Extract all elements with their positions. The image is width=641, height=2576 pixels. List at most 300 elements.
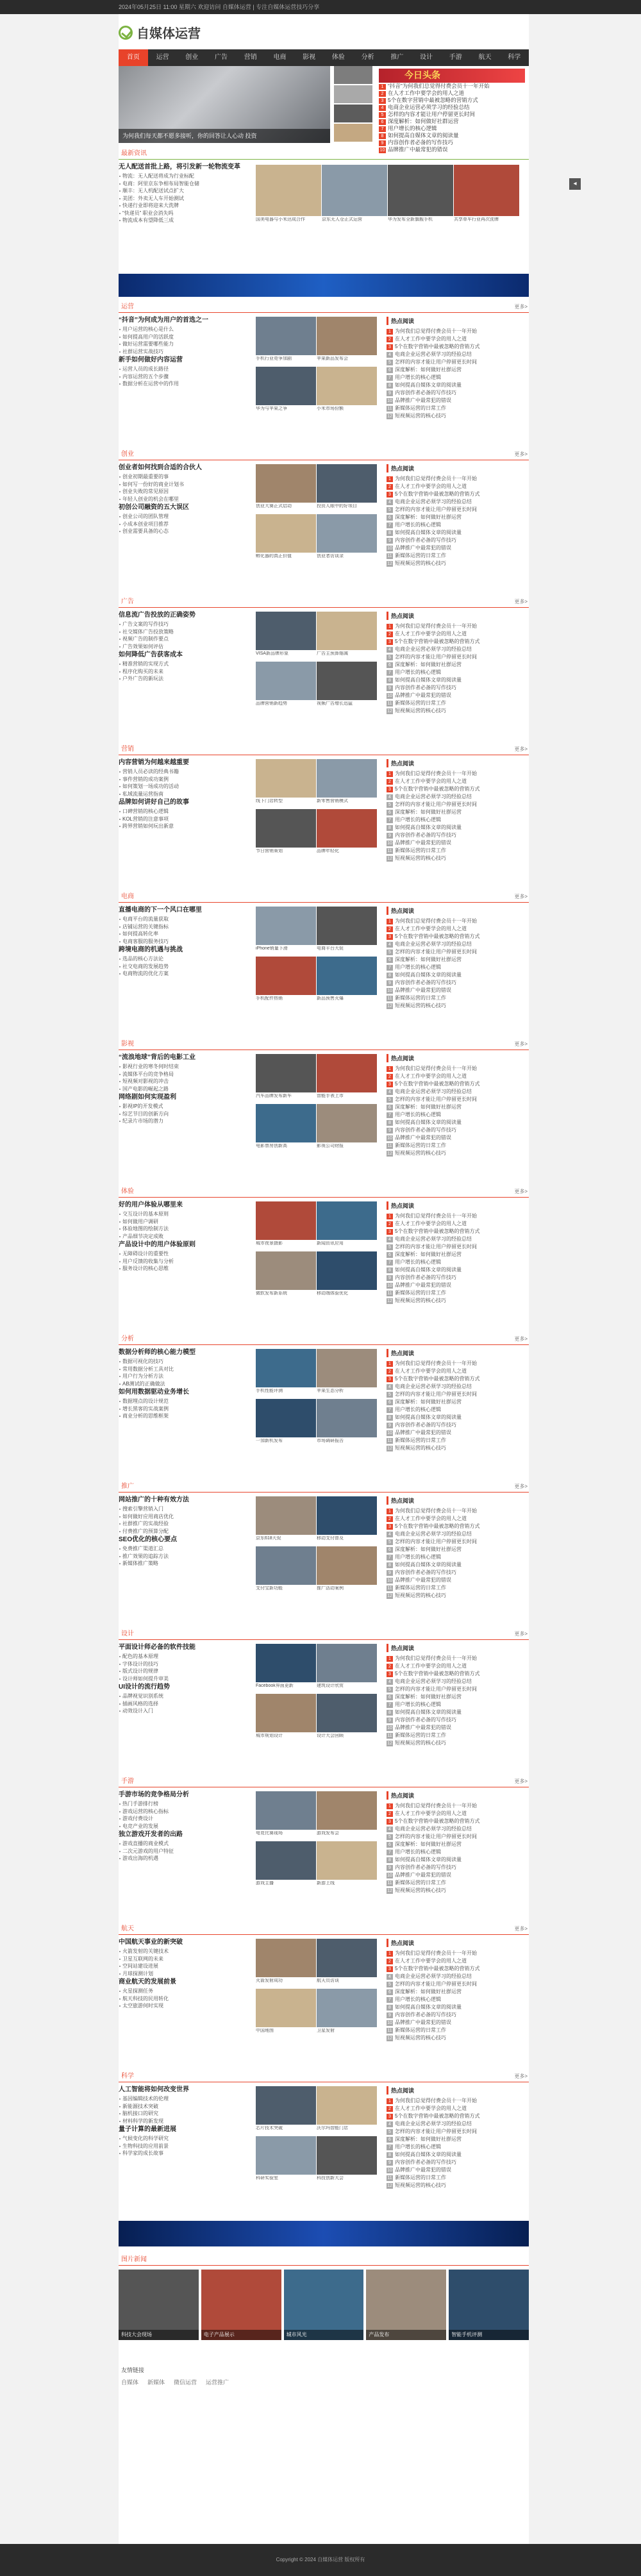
list-item[interactable]: 用户行为分析方法	[119, 1373, 253, 1380]
hot-item[interactable]: 6 深度解析：如何做好社群运营	[387, 366, 529, 374]
headline-title[interactable]: 无人配送首批上路，将引发新一轮物流变革	[119, 163, 240, 171]
hot-item[interactable]: 9 内容创作者必备的写作技巧	[387, 1421, 529, 1429]
hot-item[interactable]: 4 电商企业运营必须学习的经验总结	[387, 1088, 529, 1096]
gallery-item[interactable]	[449, 2270, 529, 2340]
today-item[interactable]: 9 内容创作者必备的写作技巧	[379, 139, 525, 146]
section-title[interactable]: 电商	[121, 893, 134, 900]
more-link[interactable]: 更多>	[514, 894, 528, 899]
hot-item[interactable]: 12 短视频运营的核心技巧	[387, 1593, 446, 1598]
list-item[interactable]: 用户运营的核心是什么	[119, 326, 253, 333]
hot-item[interactable]: 2 在人才工作中要学会的用人之道	[387, 1662, 529, 1670]
hot-item[interactable]: 7 用户增长的核心逻辑	[387, 1848, 529, 1856]
list-item[interactable]: 顺丰：无人机配送试点扩大	[119, 187, 253, 195]
hot-item[interactable]: 6 深度解析：如何做好社群运营	[387, 514, 529, 521]
picture-card[interactable]	[317, 1644, 377, 1688]
section-title[interactable]: 手游	[121, 1778, 134, 1785]
hot-item[interactable]: 7 用户增长的核心逻辑	[387, 1406, 529, 1414]
list-item[interactable]: 选品的核心方法论	[119, 955, 253, 963]
lead-headline-2[interactable]: 初创公司融资的五大误区	[119, 504, 189, 511]
hot-item[interactable]: 10 品牌推广中最常犯的错误	[387, 1725, 451, 1730]
hot-item[interactable]: 6 深度解析：如何做好社群运营	[387, 661, 529, 669]
list-item[interactable]: 数据可视化的技巧	[119, 1358, 253, 1366]
hot-item[interactable]: 8 如何提高自媒体文章的阅读量	[387, 676, 529, 684]
friend-link[interactable]: 微信运营	[174, 2379, 197, 2386]
hot-item[interactable]: 6 深度解析：如何做好社群运营	[387, 1841, 529, 1848]
list-item[interactable]: 年轻人创业的机会在哪里	[119, 496, 253, 503]
picture-card[interactable]	[317, 1939, 377, 1983]
hot-item[interactable]: 12 短视频运营的核心技巧	[387, 1740, 446, 1746]
list-item[interactable]: 影视行业的寒冬何时结束	[119, 1063, 253, 1071]
hot-item[interactable]: 4 电商企业运营必须学习的经验总结	[387, 1383, 529, 1391]
lead-headline-2[interactable]: SEO优化的核心要点	[119, 1536, 178, 1543]
today-item[interactable]: 10 品牌推广中最常犯的错误	[379, 146, 448, 153]
hot-item[interactable]: 6 深度解析：如何做好社群运营	[387, 1398, 529, 1406]
lead-headline[interactable]: “流浪地球”背后的电影工业	[119, 1054, 196, 1061]
section-title[interactable]: 创业	[121, 451, 134, 458]
gallery-item[interactable]	[366, 2270, 446, 2340]
hot-item[interactable]: 4 电商企业运营必须学习的经验总结	[387, 1235, 529, 1243]
list-item[interactable]: 游戏出海的机遇	[119, 1855, 253, 1862]
list-item[interactable]: 如何做好应用商店优化	[119, 1513, 253, 1521]
more-link[interactable]: 更多>	[514, 1484, 528, 1489]
hot-item[interactable]: 2 在人才工作中要学会的用人之道	[387, 778, 529, 785]
picture-card[interactable]	[317, 2086, 377, 2130]
lead-headline-2[interactable]: 网络剧如何实现盈利	[119, 1094, 176, 1101]
lead-headline-2[interactable]: 跨境电商的机遇与挑战	[119, 946, 183, 953]
list-item[interactable]: 国产电影的崛起之路	[119, 1085, 253, 1093]
list-item[interactable]: 电商：阿里京东争相布局智能仓储	[119, 180, 253, 188]
lead-headline-2[interactable]: 独立游戏开发者的出路	[119, 1831, 183, 1838]
list-item[interactable]: 商业分析的思维框架	[119, 1412, 253, 1420]
list-item[interactable]: 社群推广的实战经验	[119, 1520, 253, 1528]
hot-item[interactable]: 8 如何提高自媒体文章的阅读量	[387, 1709, 529, 1716]
section-title[interactable]: 影视	[121, 1041, 134, 1048]
list-item[interactable]: 社交媒体广告投放策略	[119, 628, 253, 636]
hot-item[interactable]: 12 短视频运营的核心技巧	[387, 413, 446, 419]
picture-card[interactable]	[256, 1251, 316, 1296]
list-item[interactable]: 交互设计的基本原则	[119, 1210, 253, 1218]
list-item[interactable]: 游戏直播的商业模式	[119, 1840, 253, 1848]
hot-item[interactable]: 7 用户增长的核心逻辑	[387, 1553, 529, 1561]
list-item[interactable]: 做好运营需要哪些能力	[119, 340, 253, 348]
nav-item[interactable]: 体验	[331, 54, 345, 61]
hot-item[interactable]: 9 内容创作者必备的写作技巧	[387, 1864, 529, 1871]
picture-card[interactable]	[256, 759, 316, 803]
today-item[interactable]: 2 在人才工作中要学会的用人之道	[379, 90, 525, 97]
hot-item[interactable]: 3 5个在数字营销中最被忽略的营销方式	[387, 933, 529, 941]
hot-item[interactable]: 7 用户增长的核心逻辑	[387, 1111, 529, 1119]
list-item[interactable]: 小成本创业项目推荐	[119, 521, 253, 528]
slider-thumb[interactable]	[334, 66, 372, 84]
list-item[interactable]: 社群运营实战技巧	[119, 348, 253, 356]
list-item[interactable]: 生物科技的应用前景	[119, 2143, 253, 2150]
today-item[interactable]: 5 怎样的内容才能让用户停留更长时间	[379, 111, 525, 118]
hot-item[interactable]: 1 为何我们总觉得付费会员十一年开始	[387, 1507, 529, 1515]
picture-card[interactable]	[256, 317, 316, 361]
list-item[interactable]: 无障碍设计的重要性	[119, 1250, 253, 1258]
hot-item[interactable]: 11 新媒体运营的日常工作	[387, 1437, 446, 1443]
list-item[interactable]: 如何做用户调研	[119, 1218, 253, 1226]
hot-item[interactable]: 5 怎样的内容才能让用户停留更长时间	[387, 358, 529, 366]
hot-item[interactable]: 11 新媒体运营的日常工作	[387, 405, 446, 411]
picture-card[interactable]	[256, 2086, 316, 2130]
hot-item[interactable]: 8 如何提高自媒体文章的阅读量	[387, 1856, 529, 1864]
hot-item[interactable]: 9 内容创作者必备的写作技巧	[387, 1126, 529, 1134]
list-item[interactable]: 综艺节目的创新方向	[119, 1110, 253, 1118]
lead-headline-2[interactable]: 如何降低广告获客成本	[119, 651, 183, 658]
picture-card[interactable]	[256, 165, 321, 222]
list-item[interactable]: 新媒体推广策略	[119, 1560, 253, 1568]
section-title[interactable]: 体验	[121, 1188, 134, 1195]
hot-item[interactable]: 12 短视频运营的核心技巧	[387, 1298, 446, 1303]
more-link[interactable]: 更多>	[514, 1631, 528, 1637]
hot-item[interactable]: 2 在人才工作中要学会的用人之道	[387, 1220, 529, 1228]
today-item[interactable]: 4 电商企业运营必须学习的经验总结	[379, 104, 525, 111]
list-item[interactable]: 数据埋点的设计规范	[119, 1398, 253, 1405]
picture-card[interactable]	[322, 165, 387, 222]
lead-headline[interactable]: 平面设计师必备的软件技能	[119, 1644, 196, 1651]
picture-card[interactable]	[256, 1104, 316, 1148]
list-item[interactable]: 私域流量运营指南	[119, 790, 253, 798]
hot-item[interactable]: 6 深度解析：如何做好社群运营	[387, 956, 529, 964]
picture-card[interactable]	[317, 1054, 377, 1098]
nav-item[interactable]: 首页	[119, 49, 148, 66]
more-link[interactable]: 更多>	[514, 1041, 528, 1047]
picture-card[interactable]	[317, 317, 377, 361]
list-item[interactable]: 视频广告的制作要点	[119, 635, 253, 643]
hot-item[interactable]: 11 新媒体运营的日常工作	[387, 1142, 446, 1148]
hot-item[interactable]: 1 为何我们总觉得付费会员十一年开始	[387, 1802, 529, 1810]
list-item[interactable]: 创业需要具备的心态	[119, 528, 253, 535]
hot-item[interactable]: 6 深度解析：如何做好社群运营	[387, 1988, 529, 1996]
hot-item[interactable]: 9 内容创作者必备的写作技巧	[387, 2011, 529, 2019]
more-link[interactable]: 更多>	[514, 2073, 528, 2079]
hot-item[interactable]: 5 怎样的内容才能让用户停留更长时间	[387, 948, 529, 956]
list-item[interactable]: 精准营销的实现方式	[119, 660, 253, 668]
picture-card[interactable]	[256, 907, 316, 951]
picture-card[interactable]	[256, 367, 316, 411]
hot-item[interactable]: 9 内容创作者必备的写作技巧	[387, 537, 529, 544]
list-item[interactable]: 创业初期最重要的事	[119, 473, 253, 481]
picture-card[interactable]	[388, 165, 453, 222]
list-item[interactable]: 电商客服的服务技巧	[119, 938, 253, 946]
hot-item[interactable]: 5 怎样的内容才能让用户停留更长时间	[387, 1685, 529, 1693]
picture-card[interactable]	[256, 1546, 316, 1591]
list-item[interactable]: 影视IP的开发模式	[119, 1103, 253, 1110]
hot-item[interactable]: 3 5个在数字营销中最被忽略的营销方式	[387, 1080, 529, 1088]
today-item[interactable]: 6 深度解析：如何做好社群运营	[379, 118, 525, 125]
today-item[interactable]: 7 用户增长的核心逻辑	[379, 125, 525, 132]
hot-item[interactable]: 4 电商企业运营必须学习的经验总结	[387, 2120, 529, 2128]
today-item[interactable]: 1 “抖音”为何我们总觉得付费会员十一年开始	[379, 83, 525, 90]
picture-card[interactable]	[256, 1841, 316, 1886]
nav-item[interactable]: 科学	[508, 54, 521, 61]
hot-item[interactable]: 10 品牌推广中最常犯的错误	[387, 397, 451, 403]
hot-item[interactable]: 2 在人才工作中要学会的用人之道	[387, 925, 529, 933]
picture-card[interactable]	[317, 2136, 377, 2180]
nav-item[interactable]: 影视	[303, 54, 316, 61]
gallery-item[interactable]	[119, 2270, 199, 2340]
hot-item[interactable]: 9 内容创作者必备的写作技巧	[387, 832, 529, 839]
friend-link[interactable]: 新媒体	[147, 2379, 165, 2386]
section-title[interactable]: 科学	[121, 2073, 134, 2080]
hot-item[interactable]: 11 新媒体运营的日常工作	[387, 1880, 446, 1886]
hot-item[interactable]: 2 在人才工作中要学会的用人之道	[387, 1957, 529, 1965]
picture-card[interactable]	[317, 464, 377, 508]
picture-card[interactable]	[256, 662, 316, 706]
more-link[interactable]: 更多>	[514, 1336, 528, 1342]
picture-card[interactable]	[256, 1694, 316, 1738]
lead-headline[interactable]: 直播电商的下一个风口在哪里	[119, 907, 202, 914]
hot-item[interactable]: 5 怎样的内容才能让用户停留更长时间	[387, 1538, 529, 1546]
hot-item[interactable]: 8 如何提高自媒体文章的阅读量	[387, 971, 529, 979]
hot-item[interactable]: 7 用户增长的核心逻辑	[387, 1996, 529, 2003]
list-item[interactable]: 创业公司的团队管理	[119, 513, 253, 521]
hot-item[interactable]: 10 品牌推广中最常犯的错误	[387, 1577, 451, 1583]
gallery-item[interactable]	[284, 2270, 364, 2340]
list-item[interactable]: 配色的基本原理	[119, 1653, 253, 1660]
nav-item[interactable]: 航天	[478, 54, 492, 61]
list-item[interactable]: 火箭发射的关键技术	[119, 1948, 253, 1955]
list-item[interactable]: 如何提高转化率	[119, 930, 253, 938]
picture-card[interactable]	[317, 514, 377, 558]
hot-item[interactable]: 12 短视频运营的核心技巧	[387, 560, 446, 566]
back-to-top-button[interactable]: ◂	[569, 178, 581, 190]
picture-card[interactable]	[317, 1399, 377, 1443]
list-item[interactable]: 设计师如何提升审美	[119, 1675, 253, 1683]
hot-item[interactable]: 6 深度解析：如何做好社群运营	[387, 1546, 529, 1553]
section-title[interactable]: 广告	[121, 598, 134, 605]
lead-headline-2[interactable]: 产品设计中的用户体验原则	[119, 1241, 196, 1248]
hot-item[interactable]: 6 深度解析：如何做好社群运营	[387, 2136, 529, 2143]
hot-item[interactable]: 5 怎样的内容才能让用户停留更长时间	[387, 1096, 529, 1103]
today-item[interactable]: 8 如何提高自媒体文章的阅读量	[379, 132, 525, 139]
hot-item[interactable]: 1 为何我们总觉得付费会员十一年开始	[387, 770, 529, 778]
hot-item[interactable]: 5 怎样的内容才能让用户停留更长时间	[387, 2128, 529, 2136]
list-item[interactable]: 字体设计的技巧	[119, 1660, 253, 1668]
hot-item[interactable]: 8 如何提高自媒体文章的阅读量	[387, 1414, 529, 1421]
hot-item[interactable]: 6 深度解析：如何做好社群运营	[387, 1693, 529, 1701]
list-item[interactable]: 体验地图的绘制方法	[119, 1225, 253, 1233]
hot-item[interactable]: 10 品牌推广中最常犯的错误	[387, 1430, 451, 1435]
list-item[interactable]: 增长黑客的实战案例	[119, 1405, 253, 1413]
list-item[interactable]: 材料科学的新发现	[119, 2118, 253, 2125]
hot-item[interactable]: 12 短视频运营的核心技巧	[387, 1003, 446, 1008]
lead-headline-2[interactable]: 如何用数据驱动业务增长	[119, 1389, 189, 1396]
list-item[interactable]: 游戏付费设计	[119, 1815, 253, 1823]
hot-item[interactable]: 5 怎样的内容才能让用户停留更长时间	[387, 1833, 529, 1841]
nav-item[interactable]: 营销	[244, 54, 257, 61]
list-item[interactable]: 付费推广的预算分配	[119, 1528, 253, 1535]
hot-item[interactable]: 4 电商企业运营必须学习的经验总结	[387, 941, 529, 948]
hot-item[interactable]: 3 5个在数字营销中最被忽略的营销方式	[387, 490, 529, 498]
hot-item[interactable]: 7 用户增长的核心逻辑	[387, 521, 529, 529]
hot-item[interactable]: 10 品牌推广中最常犯的错误	[387, 1135, 451, 1141]
list-item[interactable]: 新能源技术突破	[119, 2103, 253, 2111]
hot-item[interactable]: 6 深度解析：如何做好社群运营	[387, 1251, 529, 1259]
hot-item[interactable]: 1 为何我们总觉得付费会员十一年开始	[387, 623, 529, 630]
list-item[interactable]: 营销人员必读的经典书籍	[119, 768, 253, 776]
picture-card[interactable]	[317, 957, 377, 1001]
picture-card[interactable]	[256, 809, 316, 853]
list-item[interactable]: 插画风格的选择	[119, 1700, 253, 1708]
hot-item[interactable]: 5 怎样的内容才能让用户停留更长时间	[387, 506, 529, 514]
list-item[interactable]: 户外广告的新玩法	[119, 675, 253, 683]
hot-item[interactable]: 6 深度解析：如何做好社群运营	[387, 1103, 529, 1111]
hot-item[interactable]: 11 新媒体运营的日常工作	[387, 1585, 446, 1591]
site-logo[interactable]	[119, 23, 201, 42]
picture-card[interactable]	[256, 514, 316, 558]
list-item[interactable]: 如何写一份好的商业计划书	[119, 481, 253, 489]
list-item[interactable]: 品牌视觉识别系统	[119, 1693, 253, 1700]
list-item[interactable]: 程序化购买的未来	[119, 668, 253, 676]
hot-item[interactable]: 10 品牌推广中最常犯的错误	[387, 692, 451, 698]
hot-item[interactable]: 2 在人才工作中要学会的用人之道	[387, 335, 529, 343]
hot-item[interactable]: 6 深度解析：如何做好社群运营	[387, 808, 529, 816]
picture-card[interactable]	[317, 1349, 377, 1393]
nav-item[interactable]: 设计	[420, 54, 433, 61]
nav-item[interactable]: 手游	[449, 54, 462, 61]
list-item[interactable]: 店铺运营的关键指标	[119, 923, 253, 931]
hot-item[interactable]: 8 如何提高自媒体文章的阅读量	[387, 1266, 529, 1274]
list-item[interactable]: 纪录片市场的潜力	[119, 1117, 253, 1125]
hot-item[interactable]: 12 短视频运营的核心技巧	[387, 1445, 446, 1451]
list-item[interactable]: 版式设计的规律	[119, 1668, 253, 1675]
list-item[interactable]: 如何策划一场成功的活动	[119, 783, 253, 790]
section-title[interactable]: 营销	[121, 746, 134, 753]
hot-item[interactable]: 4 电商企业运营必须学习的经验总结	[387, 351, 529, 358]
list-item[interactable]: KOL营销的注意事项	[119, 815, 253, 823]
hot-item[interactable]: 1 为何我们总觉得付费会员十一年开始	[387, 917, 529, 925]
hot-item[interactable]: 12 短视频运营的核心技巧	[387, 708, 446, 714]
list-item[interactable]: 数据分析在运营中的作用	[119, 380, 253, 388]
nav-item[interactable]: 创业	[185, 54, 199, 61]
hot-item[interactable]: 5 怎样的内容才能让用户停留更长时间	[387, 1980, 529, 1988]
hot-item[interactable]: 3 5个在数字营销中最被忽略的营销方式	[387, 2112, 529, 2120]
hot-item[interactable]: 2 在人才工作中要学会的用人之道	[387, 630, 529, 638]
hot-item[interactable]: 3 5个在数字营销中最被忽略的营销方式	[387, 785, 529, 793]
list-item[interactable]: 科学家的成长故事	[119, 2150, 253, 2157]
section-title[interactable]: 推广	[121, 1483, 134, 1490]
hot-item[interactable]: 9 内容创作者必备的写作技巧	[387, 389, 529, 397]
list-item[interactable]: 跨界营销如何玩出新意	[119, 823, 253, 830]
nav-item[interactable]: 推广	[390, 54, 404, 61]
list-item[interactable]: 广告效果如何评估	[119, 643, 253, 651]
picture-card[interactable]	[256, 957, 316, 1001]
hot-item[interactable]: 8 如何提高自媒体文章的阅读量	[387, 824, 529, 832]
hot-item[interactable]: 3 5个在数字营销中最被忽略的营销方式	[387, 1670, 529, 1678]
picture-card[interactable]	[256, 464, 316, 508]
hot-item[interactable]: 7 用户增长的核心逻辑	[387, 964, 529, 971]
more-link[interactable]: 更多>	[514, 1778, 528, 1784]
hot-item[interactable]: 12 短视频运营的核心技巧	[387, 2035, 446, 2041]
more-link[interactable]: 更多>	[514, 599, 528, 605]
hot-item[interactable]: 12 短视频运营的核心技巧	[387, 1887, 446, 1893]
ad-banner[interactable]	[119, 274, 529, 297]
hot-item[interactable]: 9 内容创作者必备的写作技巧	[387, 1716, 529, 1724]
more-link[interactable]: 更多>	[514, 746, 528, 752]
lead-headline[interactable]: 好的用户体验从哪里来	[119, 1201, 183, 1209]
list-item[interactable]: 免费推广渠道汇总	[119, 1545, 253, 1553]
list-item[interactable]: 用户反馈的收集与分析	[119, 1258, 253, 1266]
hot-item[interactable]: 3 5个在数字营销中最被忽略的营销方式	[387, 343, 529, 351]
picture-card[interactable]	[317, 1104, 377, 1148]
hot-item[interactable]: 5 怎样的内容才能让用户停留更长时间	[387, 1391, 529, 1398]
hot-item[interactable]: 11 新媒体运营的日常工作	[387, 700, 446, 706]
hot-item[interactable]: 1 为何我们总觉得付费会员十一年开始	[387, 1655, 529, 1662]
more-link[interactable]: 更多>	[514, 1926, 528, 1932]
picture-card[interactable]	[317, 1989, 377, 2033]
hot-item[interactable]: 7 用户增长的核心逻辑	[387, 1259, 529, 1266]
nav-item[interactable]: 运营	[156, 54, 169, 61]
hot-item[interactable]: 9 内容创作者必备的写作技巧	[387, 684, 529, 692]
hot-item[interactable]: 2 在人才工作中要学会的用人之道	[387, 483, 529, 490]
list-item[interactable]: 气候变化的科学研究	[119, 2135, 253, 2143]
hot-item[interactable]: 3 5个在数字营销中最被忽略的营销方式	[387, 638, 529, 646]
picture-card[interactable]	[317, 612, 377, 656]
picture-card[interactable]	[256, 1939, 316, 1983]
list-item[interactable]: 服务设计的核心思维	[119, 1265, 253, 1273]
list-item[interactable]: 基因编辑技术的伦理	[119, 2095, 253, 2103]
lead-headline[interactable]: 中国航天事业的新突破	[119, 1939, 183, 1946]
hot-item[interactable]: 1 为何我们总觉得付费会员十一年开始	[387, 1212, 529, 1220]
picture-card[interactable]	[317, 759, 377, 803]
list-item[interactable]: 事件营销的成功案例	[119, 776, 253, 783]
hot-item[interactable]: 9 内容创作者必备的写作技巧	[387, 1569, 529, 1577]
hot-item[interactable]: 5 怎样的内容才能让用户停留更长时间	[387, 653, 529, 661]
nav-item[interactable]: 分析	[361, 54, 374, 61]
lead-headline[interactable]: 网站推广的十种有效方法	[119, 1496, 189, 1503]
lead-headline-2[interactable]: 量子计算的最新进展	[119, 2126, 176, 2133]
picture-card[interactable]	[317, 907, 377, 951]
list-item[interactable]: 广告文案的写作技巧	[119, 621, 253, 628]
lead-headline-2[interactable]: 品牌如何讲好自己的故事	[119, 799, 189, 806]
hot-item[interactable]: 11 新媒体运营的日常工作	[387, 1290, 446, 1296]
list-item[interactable]: 太空旅游何时实现	[119, 2002, 253, 2010]
hot-item[interactable]: 11 新媒体运营的日常工作	[387, 2027, 446, 2033]
picture-card[interactable]	[317, 1251, 377, 1296]
hot-item[interactable]: 8 如何提高自媒体文章的阅读量	[387, 381, 529, 389]
hot-item[interactable]: 12 短视频运营的核心技巧	[387, 2182, 446, 2188]
hot-item[interactable]: 1 为何我们总觉得付费会员十一年开始	[387, 328, 529, 335]
list-item[interactable]: AB测试的正确做法	[119, 1380, 253, 1388]
hot-item[interactable]: 8 如何提高自媒体文章的阅读量	[387, 529, 529, 537]
picture-card[interactable]	[317, 1546, 377, 1591]
featured-slider[interactable]	[119, 66, 330, 143]
list-item[interactable]: 搜索引擎营销入门	[119, 1505, 253, 1513]
picture-card[interactable]	[256, 1201, 316, 1246]
hot-item[interactable]: 10 品牌推广中最常犯的错误	[387, 2020, 451, 2025]
hot-item[interactable]: 4 电商企业运营必须学习的经验总结	[387, 646, 529, 653]
lead-headline[interactable]: 信息流广告投放的正确姿势	[119, 612, 196, 619]
lead-headline[interactable]: 数据分析师的核心能力模型	[119, 1349, 196, 1356]
list-item[interactable]: 动效设计入门	[119, 1707, 253, 1715]
hot-item[interactable]: 4 电商企业运营必须学习的经验总结	[387, 498, 529, 506]
picture-card[interactable]	[256, 1644, 316, 1688]
list-item[interactable]: 内容运营的五个步骤	[119, 373, 253, 381]
hot-item[interactable]: 4 电商企业运营必须学习的经验总结	[387, 1825, 529, 1833]
hot-item[interactable]: 11 新媒体运营的日常工作	[387, 2175, 446, 2180]
section-title[interactable]: 分析	[121, 1335, 134, 1342]
lead-headline[interactable]: 内容营销为何越来越重要	[119, 759, 189, 766]
hot-item[interactable]: 2 在人才工作中要学会的用人之道	[387, 1367, 529, 1375]
picture-card[interactable]	[256, 1791, 316, 1836]
hot-item[interactable]: 12 短视频运营的核心技巧	[387, 855, 446, 861]
list-item[interactable]: 月球探测计划	[119, 1970, 253, 1978]
hot-item[interactable]: 4 电商企业运营必须学习的经验总结	[387, 1678, 529, 1685]
picture-card[interactable]	[256, 1349, 316, 1393]
hot-item[interactable]: 4 电商企业运营必须学习的经验总结	[387, 1530, 529, 1538]
